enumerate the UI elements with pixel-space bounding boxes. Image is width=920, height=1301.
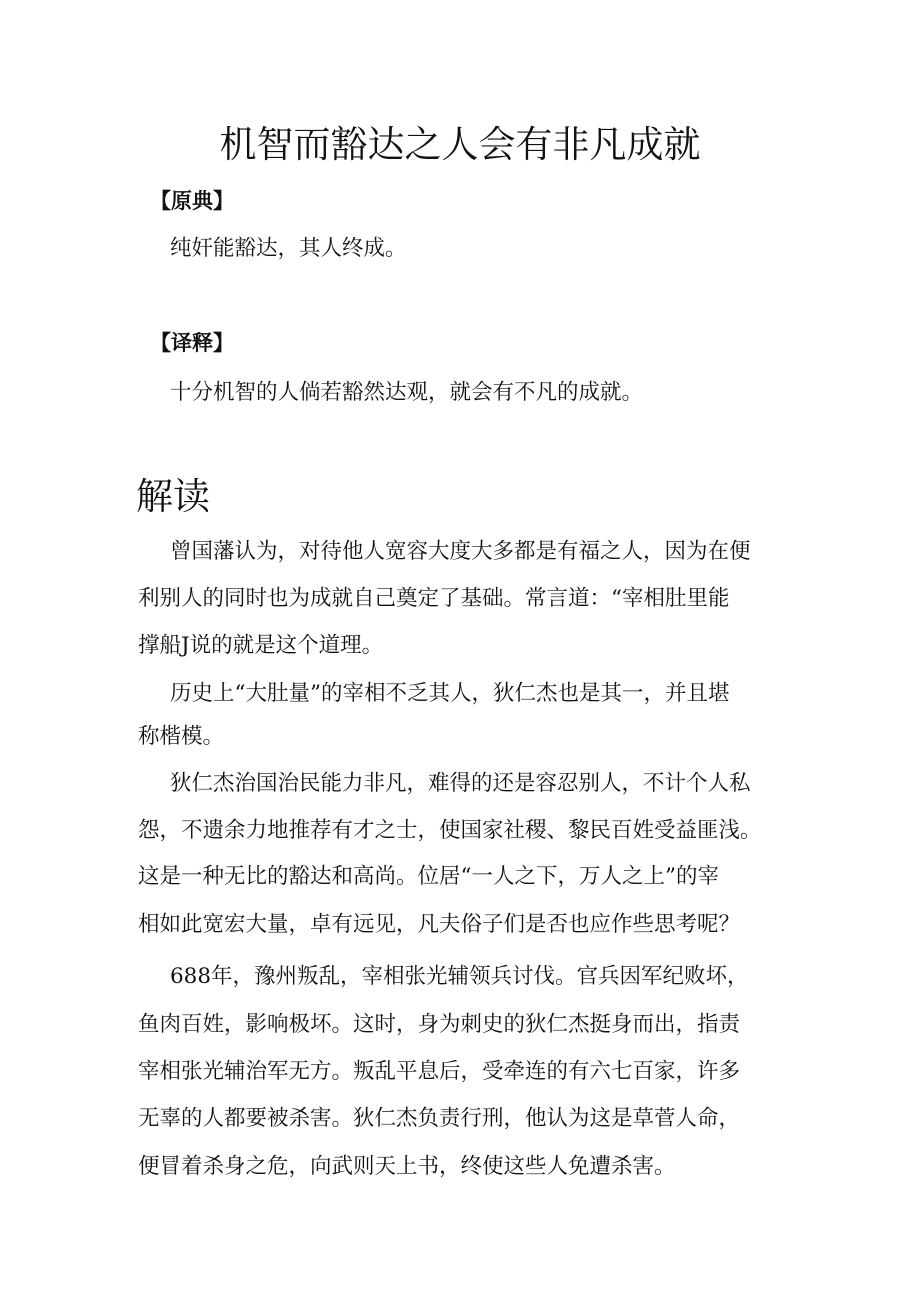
paragraph-line: 这是一种无比的豁达和高尚。位居“一人之下，万人之上”的宰 [138,864,719,889]
paragraph-line: 便冒着杀身之危，向武则天上书，终使这些人免遭杀害。 [138,1154,676,1179]
original-text: 纯奸能豁达，其人终成。 [170,236,407,261]
page-title: 机智而豁达之人会有非凡成就 [219,123,701,166]
paragraph-line: 怨，不遗余力地推荐有才之士，使国家社稷、黎民百姓受益匪浅。 [138,818,762,843]
translation-text: 十分机智的人倘若豁然达观，就会有不凡的成就。 [170,380,644,405]
paragraph-line: 相如此宽宏大量，卓有远见，凡夫俗子们是否也应作些思考呢？ [138,912,741,937]
original-label: 【原典】 [150,189,234,213]
paragraph-line: 历史上“大肚量”的宰相不乏其人，狄仁杰也是其一，并且堪 [170,681,730,706]
paragraph-line: 曾国藩认为，对待他人宽容大度大多都是有福之人，因为在便 [170,539,751,564]
paragraph-line: 利别人的同时也为成就自己奠定了基础。常言道：“宰相肚里能 [138,586,730,611]
interpretation-heading: 解读 [136,475,210,518]
paragraph-line: 宰相张光辅治军无方。叛乱平息后，受牵连的有六七百家，许多 [138,1059,741,1084]
paragraph-line: 鱼肉百姓，影响极坏。这时，身为刺史的狄仁杰挺身而出，指责 [138,1012,741,1037]
paragraph-line: 狄仁杰治国治民能力非凡，难得的还是容忍别人，不计个人私 [170,771,751,796]
translation-label: 【译释】 [150,331,234,355]
paragraph-line: 无辜的人都要被杀害。狄仁杰负责行刑，他认为这是草菅人命， [138,1106,741,1131]
paragraph-line: 688年，豫州叛乱，宰相张光辅领兵讨伐。官兵因军纪败坏， [170,964,749,989]
paragraph-line: 撑船J说的就是这个道理。 [138,633,384,658]
paragraph-line: 称楷模。 [138,724,225,749]
